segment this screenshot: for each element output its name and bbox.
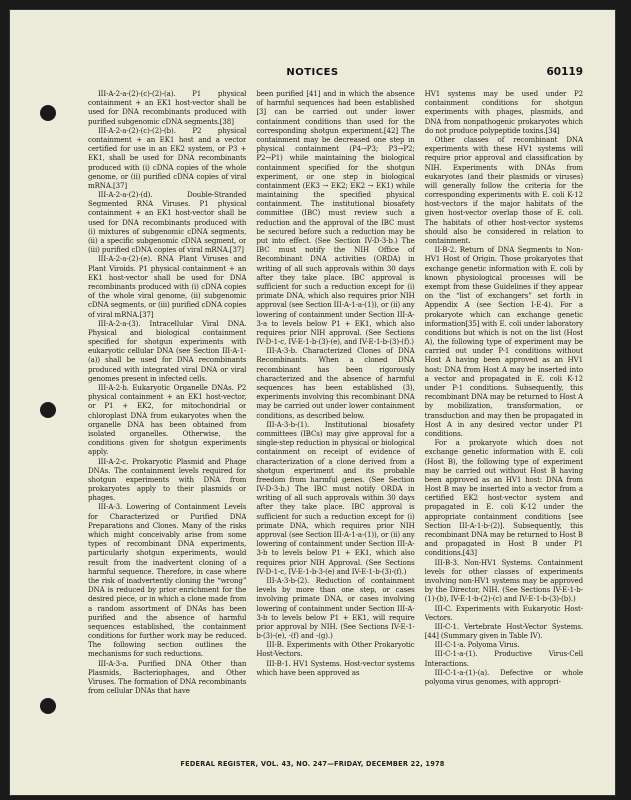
paragraph: III-A-3-b-(2). Reduction of containment levels by more than one step, or cases involving primate DNA, or cases involving lowering of containment under Section III-A-3-b to levels below P1 + EK1, will require prior approval by NIH. (See Sections IV-E-1-b-(3)-(e), -(f) and -(g).) <box>256 575 415 641</box>
paragraph: III-A-3-b-(1). Institutional biosafety committees (IBCs) may give approval for a single-step reduction in physical or biological containment on receipt of evidence of characterization of a clone derived from a shotgun experiment and its probable freedom from harmful genes. (See Section IV-D-3-b.) The IBC must notify ORDA in writing of all such approvals within 30 days after they take place. IBC approval is sufficient for such a reduction except for (i) primate DNA, which requires prior NIH approval (see Section III-A-1-a-(1)), or (ii) any lowering of containment under Section III-A-3-b to levels below P1 + EK1, which also requires prior NIH Approval. (See Sections IV-D-1-c, IV-E-1-b-3-(e) and IV-E-1-b-(3)-(f).) <box>256 419 415 576</box>
punch-hole <box>40 402 56 418</box>
paragraph: III-A-2-a-(2)-(d). Double-Stranded Segmented RNA Viruses. P1 physical containment + an EK1 host-vector shall be used for DNA recombinants produced with (i) mixtures of subgenomic cDNA segments, (ii) a specific subgenomic cDNA segment, or (iii) purified cDNA copies of viral mRNA.[37] <box>88 190 247 255</box>
paragraph: III-A-2-a-(2)-(c)-(2)-(a). P1 physical containment + an EK1 host-vector shall be used for DNA recombinants produced with purified subgenomic cDNA segments.[38] <box>88 89 247 126</box>
paragraph: III-B-1. HV1 Systems. Host-vector systems which have been approved as <box>256 658 415 677</box>
section-title: NOTICES <box>286 67 339 78</box>
paragraph: III-A-2-a-(3). Intracellular Viral DNA. Physical and biological containment specified for shotgun experiments with eukaryotic cellular DNA (see Section III-A-1-(a)) shall be used for DNA recombinants produced with integrated viral DNA or viral genomes present in infected cells. <box>88 318 247 383</box>
column-middle <box>256 89 414 744</box>
paragraph: III-C. Experiments with Eukaryotic Host-Vectors. <box>424 603 583 622</box>
paragraph: Other classes of recombinant DNA experiments with these HV1 systems will require prior approval and classification by NIH. Experiments with DNAs from eukaryotes (and their plasmids or viruses) will generally follow the criteria for the corresponding experiments with E. coli K-12 host-vectors if the major habitats of the given host-vector overlap those of E. coli. The habitats of other host-vector systems should also be considered in relation to containment. <box>424 134 583 245</box>
paragraph: III-A-3-b. Characterized Clones of DNA Recombinants. When a cloned DNA recombinant has been rigorously characterized and the absence of harmful sequences has been established (3), experiments involving this recombinant DNA may be carried out under lower containment conditions, as described below. <box>256 346 415 420</box>
column-left <box>88 89 246 744</box>
paragraph: III-C-1. Vertebrate Host-Vector Systems.[44] (Summary given in Table IV). <box>424 621 583 641</box>
punch-hole <box>40 698 56 714</box>
punch-hole <box>40 105 56 121</box>
paragraph: III-A-2-a-(2)-(e). RNA Plant Viruses and Plant Viroids. P1 physical containment + an EK1 host-vector shall be used for DNA recombinants produced with (i) cDNA copies of the whole viral genome, (ii) subgenomic cDNA segments, or (iii) purified cDNA copies of viral mRNA.[37] <box>88 254 247 319</box>
paragraph: III-C-1-a. Polyoma Virus. <box>434 640 520 650</box>
column-right <box>425 89 583 744</box>
paragraph: III-B. Experiments with Other Prokaryotic Host-Vectors. <box>256 640 415 659</box>
paragraph: III-B-3. Non-HV1 Systems. Containment levels for other classes of experiments involving non-HV1 systems may be approved by the Director, NIH. (See Sections IV-E-1-b-(1)-(b), IV-E-1-b-(2)-(c) and IV-E-1-b-(3)-(b).) <box>424 557 583 604</box>
paragraph: III-A-3-a. Purified DNA Other than Plasmids, Bacteriophages, and Other Viruses. The formation of DNA recombinants from cellular DNAs that have <box>88 658 247 696</box>
paragraph: III-A-3. Lowering of Containment Levels for Characterized or Purified DNA Preparations and Clones. Many of the risks which might conceivably arise from some types of recombinant DNA experiments, particularly shotgun experiments, would result from the inadvertent cloning of a harmful sequence. Therefore, in case where the risk of inadvertently cloning the “wrong” DNA is reduced by prior enrichment for the desired piece, or in which a clone made from a random assortment of DNAs has been purified and the absence of harmful sequences established, the containment conditions for further work may be reduced. The following section outlines the mechanisms for such reductions. <box>88 502 247 659</box>
text-columns <box>88 89 583 744</box>
paragraph: III-C-1-a-(1). Productive Virus-Cell Interactions. <box>424 649 583 668</box>
paragraph: III-C-1-a-(1)-(a). Defective or whole polyoma virus genomes, with appropri- <box>424 667 583 686</box>
publication-footer: FEDERAL REGISTER, VOL. 43, NO. 247—FRIDAY, DECEMBER 22, 1978 <box>180 760 445 768</box>
paragraph: been purified [41] and in which the absence of harmful sequences had been established [3] can be carried out under lower containment conditions than used for the corresponding shotgun experiment.[42] The containment may be decreased one step in physical containment (P4→P3; P3→P2; P2→P1) while maintaining the biological containment specified for the shotgun experiment, or one step in biological containment (EK3 → EK2; EK2 → EK1) while maintaining the specified physical containment. The institutional biosafety committee (IBC) must review such a reduction and the approval of the IBC must be secured before such a reduction may be put into effect. (See Section IV-D-3-b.) The IBC must notify the NIH Office of Recombinant DNA activities (ORDA) in writing of all such approvals within 30 days after they take place. IBC approval is sufficient for such a reduction except for (i) primate DNA, which also requires prior NIH approval (see Section III-A-1-a-(1)), or (ii) any lowering of containment under Section III-A-3-a to levels below P1 + EK1, which also requires prior NIH approval. (See Sections IV-D-1-c, IV-E-1-b-(3)-(e), and IV-E-1-b-(3)-(f).) <box>256 89 415 347</box>
paragraph: III-A-2-c. Prokaryotic Plasmid and Phage DNAs. The containment levels required for shotgun experiments with DNA from prokaryotes apply to their plasmids or phages. <box>88 456 247 503</box>
paragraph: III-A-2-b. Eukaryotic Organelle DNAs. P2 physical containment + an EK1 host-vector, or P1 + EK2, for mitochondrial or chloroplast DNA from eukaryotes when the organelle DNA has been obtained from isolated organelles. Otherwise, the conditions given for shotgun experiments apply. <box>88 383 247 457</box>
paragraph: HV1 systems may be used under P2 containment conditions for shotgun experiments with phages, plasmids, and DNA from nonpathogenic prokaryotes which do not produce polypeptide toxins.[34] <box>424 89 583 135</box>
page-number: 60119 <box>546 66 583 78</box>
paragraph: II-B-2. Return of DNA Segments to Non-HV1 Host of Origin. Those prokaryotes that exchange genetic information with E. coli by known physiological processes will be exempt from these Guidelines if they appear on the “list of exchangers” set forth in Appendix A (see Section I-E-4). For a prokaryote which can exchange genetic information[35] with E. coli under laboratory conditions but which is not on the list (Host A), the following type of experiment may be carried out under P-1 conditions without Host A having been approved as an HV1 host: DNA from Host A may be inserted into a vector and propagated in E. coli K-12 under P-1 conditions. Subsequently, this recombinant DNA may be returned to Host A by mobilization, transformation, or transduction and may then be propagated in Host A in any desired vector under P1 conditions. <box>424 245 583 438</box>
paragraph: For a prokaryote which does not exchange genetic information with E. coli (Host B), the following type of experiment may be carried out without Host B having been approved as an HV1 host: DNA from Host B may be inserted into a vector from a certified EK2 host-vector system and propagated in E. coli K-12 under the appropriate containment conditions [see Section III-A-1-b-(2)]. Subsequently, this recombinant DNA may be returned to Host B and propagated in Host B under P1 conditions.[43] <box>424 438 583 558</box>
paragraph: III-A-2-a-(2)-(c)-(2)-(b). P2 physical containment + an EK1 host and a vector certified for use in an EK2 system, or P3 + EK1, shall be used for DNA recombinants produced with (i) cDNA copies of the whole genome, or (ii) purified cDNA copies of viral mRNA.[37] <box>88 125 247 190</box>
document-page <box>10 10 615 795</box>
